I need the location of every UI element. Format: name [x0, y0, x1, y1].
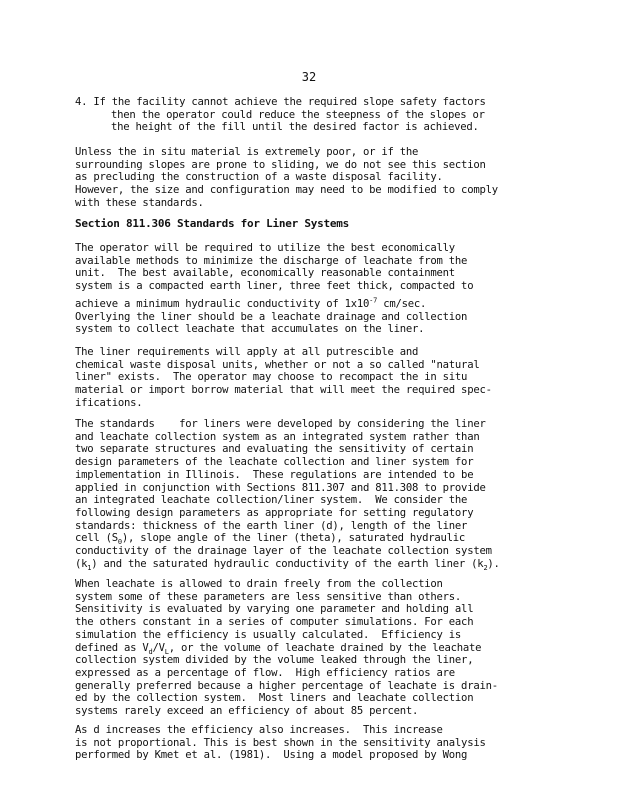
- text-segment: ) and the saturated hydraulic conductivity of the earth liner (k: [91, 557, 484, 570]
- text-line: When leachate is allowed to drain freely from the collection: [75, 578, 443, 590]
- text-segment: ).: [487, 557, 500, 570]
- text-line: [75, 532, 545, 545]
- paragraph-5: [75, 578, 545, 718]
- text-line: unit. The best available, economically reasonable containment: [75, 267, 455, 280]
- text-line: two separate structures and evaluating the sensitivity of certain: [75, 443, 474, 456]
- text-line: ifications.: [75, 396, 143, 409]
- text-segment: cm/sec.: [377, 297, 427, 310]
- paragraph-6: [75, 724, 545, 762]
- text-line: conductivity of the drainage layer of the leachate collection system: [75, 545, 492, 558]
- text-line: applied in conjunction with Sections 811.307 and 811.308 to provide: [75, 481, 486, 494]
- text-line: [75, 642, 545, 655]
- paragraph-1: [75, 146, 545, 210]
- text-line: As d increases the efficiency also increases. This increase: [75, 724, 443, 736]
- text-segment: cell (S: [75, 532, 118, 545]
- text-line: and leachate collection system as an integrated system rather than: [75, 430, 480, 443]
- text-line: is not proportional. This is best shown in the sensitivity analysis: [75, 736, 486, 749]
- text-line: Overlying the liner should be a leachate drainage and collection: [75, 310, 468, 323]
- list-item-4: [75, 96, 545, 134]
- text-line: an integrated leachate collection/liner system. We consider the: [75, 494, 468, 507]
- subscript: 0: [117, 538, 122, 547]
- text-line: surrounding slopes are prone to sliding, we do not see this section: [75, 158, 486, 171]
- superscript: -7: [369, 296, 378, 305]
- text-line: chemical waste disposal units, whether or not a so called "natural: [75, 358, 480, 371]
- text-line: The liner requirements will apply at all putrescible and: [75, 346, 419, 358]
- text-line: Unless the in situ material is extremely poor, or if the: [75, 146, 419, 158]
- text-line: generally preferred because a higher percentage of leachate is drain-: [75, 679, 498, 692]
- text-line: simulation the efficiency is usually calculated. Efficiency is: [75, 628, 462, 641]
- text-line: the others constant in a series of computer simulations. For each: [75, 616, 474, 629]
- text-line: material or import borrow material that will meet the required spec-: [75, 384, 492, 397]
- hydraulic-conductivity-line: [75, 298, 545, 311]
- text-line: design parameters of the leachate collection and liner system for: [75, 456, 474, 469]
- text-segment: , or the volume of leachate drained by the leachate: [168, 641, 482, 654]
- text-line: system is a compacted earth liner, three feet thick, compacted to: [75, 280, 474, 293]
- text-line: systems rarely exceed an efficiency of about 85 percent.: [75, 705, 419, 718]
- text-line: implementation in Illinois. These regulations are intended to be: [75, 468, 474, 481]
- text-line: with these standards.: [75, 196, 204, 209]
- text-line: However, the size and configuration may need to be modified to comply: [75, 184, 498, 197]
- text-line: as precluding the construction of a waste disposal facility.: [75, 171, 443, 184]
- text-line: The standards for liners were developed by considering the liner: [75, 418, 486, 430]
- text-line: following design parameters as appropriate for setting regulatory: [75, 506, 474, 519]
- text-segment: ), slope angle of the liner (theta), saturated hydraulic: [121, 532, 466, 545]
- text-line: then the operator could reduce the steepness of the slopes or: [111, 108, 485, 121]
- paragraph-3: [75, 346, 545, 410]
- paragraph-2: [75, 242, 545, 336]
- subscript: L: [164, 647, 169, 656]
- text-line: liner" exists. The operator may choose to recompact the in situ: [75, 371, 468, 384]
- section-heading: Section 811.306 Standards for Liner Systems: [75, 217, 350, 230]
- text-segment: achieve a minimum hydraulic conductivity of 1x10: [75, 297, 370, 310]
- text-line: available methods to minimize the discharge of leachate from the: [75, 254, 468, 267]
- text-line: standards: thickness of the earth liner (d), length of the liner: [75, 519, 468, 532]
- subscript: 2: [483, 563, 488, 572]
- text-line: the height of the fill until the desired factor is achieved.: [111, 121, 479, 134]
- text-segment: (k: [75, 557, 88, 570]
- text-line: The operator will be required to utilize the best economically: [75, 242, 455, 254]
- text-line: 4. If the facility cannot achieve the required slope safety factors: [75, 96, 486, 108]
- subscript: d: [148, 647, 153, 656]
- subscript: 1: [87, 563, 92, 572]
- text-segment: defined as V: [75, 641, 149, 654]
- text-segment: /V: [152, 641, 165, 654]
- text-line: collection system divided by the volume leaked through the liner,: [75, 654, 474, 667]
- page-number: 32: [301, 70, 317, 84]
- paragraph-4: [75, 418, 545, 570]
- text-line: expressed as a percentage of flow. High efficiency ratios are: [75, 666, 455, 679]
- text-line: Sensitivity is evaluated by varying one parameter and holding all: [75, 603, 474, 616]
- text-line: system to collect leachate that accumulates on the liner.: [75, 323, 425, 336]
- text-line: system some of these parameters are less sensitive than others.: [75, 590, 462, 603]
- text-line: performed by Kmet et al. (1981). Using a model proposed by Wong: [75, 749, 468, 762]
- text-line: ed by the collection system. Most liners and leachate collection: [75, 692, 474, 705]
- text-line: [75, 558, 545, 571]
